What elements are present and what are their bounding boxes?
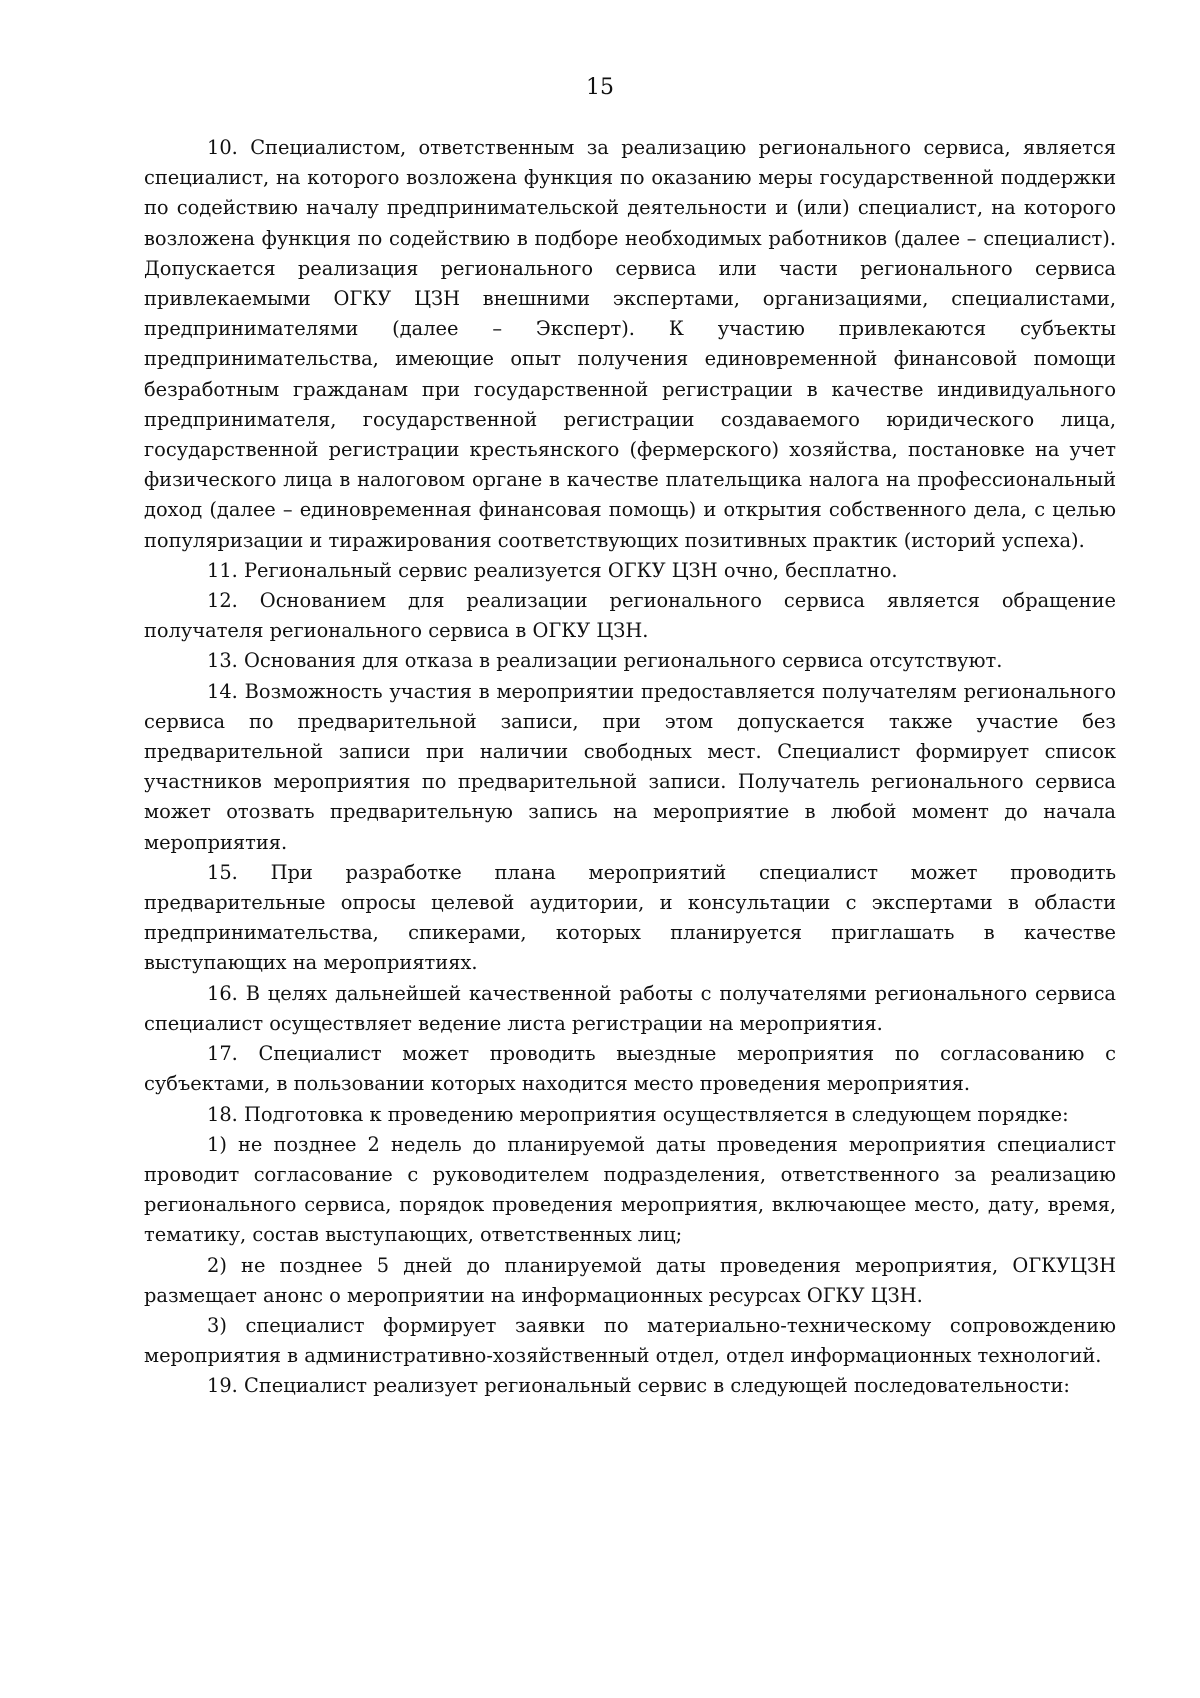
- paragraph-18: 18. Подготовка к проведению мероприятия осуществляется в следующем порядке:: [207, 1102, 1069, 1126]
- paragraph-12: 12. Основанием для реализации регионального сервиса является обращение получателя регионального сервиса в ОГКУ ЦЗН.: [144, 589, 1116, 643]
- paragraph-19: 19. Специалист реализует региональный сервис в следующей последовательности:: [207, 1374, 1070, 1398]
- paragraph-18-item-3: 3) специалист формирует заявки по материально-техническому сопровождению мероприятия в административно-хозяйственный отдел, отдел информационных технологий.: [144, 1313, 1116, 1368]
- paragraph-18-item-2: 2) не позднее 5 дней до планируемой даты проведения мероприятия, ОГКУЦЗН размещает анонс о мероприятии на информационных ресурсах ОГКУ ЦЗН.: [144, 1253, 1116, 1307]
- paragraph-18-item-1: 1) не позднее 2 недель до планируемой даты проведения мероприятия специалист проводит согласование с руководителем подразделения, ответственного за реализацию регионального сервиса, порядок проведения мероприятия, включающее место, дату, время, тематику, состав выступающих, ответственных лиц;: [144, 1132, 1116, 1247]
- paragraph-16: 16. В целях дальнейшей качественной работы с получателями регионального сервиса специалист осуществляет ведение листа регистрации на мероприятия.: [144, 981, 1116, 1035]
- paragraph-15: 15. При разработке плана мероприятий специалист может проводить предварительные опросы целевой аудитории, и консультации с экспертами в области предпринимательства, спикерами, которых планируется приглашать в качестве выступающих на мероприятиях.: [144, 860, 1116, 975]
- paragraph-17: 17. Специалист может проводить выездные мероприятия по согласованию с субъектами, в пользовании которых находится место проведения мероприятия.: [144, 1042, 1116, 1096]
- paragraph-11: 11. Региональный сервис реализуется ОГКУ ЦЗН очно, бесплатно.: [207, 558, 898, 582]
- page-number: 15: [586, 75, 614, 100]
- document-body: [144, 133, 1116, 1402]
- paragraph-14: 14. Возможность участия в мероприятии предоставляется получателям регионального сервиса по предварительной записи, при этом допускается также участие без предварительной записи при наличии свободных мест. Специалист формирует список участников мероприятия по предварительной записи. Получатель регионального сервиса может отозвать предварительную запись на мероприятие в любой момент до начала мероприятия.: [144, 679, 1116, 854]
- paragraph-13: 13. Основания для отказа в реализации регионального сервиса отсутствуют.: [207, 649, 1003, 673]
- paragraph-10: 10. Специалистом, ответственным за реализацию регионального сервиса, является специалист, на которого возложена функция по оказанию меры государственной поддержки по содействию началу предпринимательской деятельности и (или) специалист, на которого возложена функция по содействию в подборе необходимых работников (далее – специалист). Допускается реализация регионального сервиса или части регионального сервиса привлекаемыми ОГКУ ЦЗН внешними экспертами, организациями, специалистами, предпринимателями (далее – Эксперт). К участию привлекаются субъекты предпринимательства, имеющие опыт получения единовременной финансовой помощи безработным гражданам при государственной регистрации в качестве индивидуального предпринимателя, государственной регистрации создаваемого юридического лица, государственной регистрации крестьянского (фермерского) хозяйства, постановке на учет физического лица в налоговом органе в качестве плательщика налога на профессиональный доход (далее – единовременная финансовая помощь) и открытия собственного дела, с целью популяризации и тиражирования соответствующих позитивных практик (историй успеха).: [144, 136, 1116, 552]
